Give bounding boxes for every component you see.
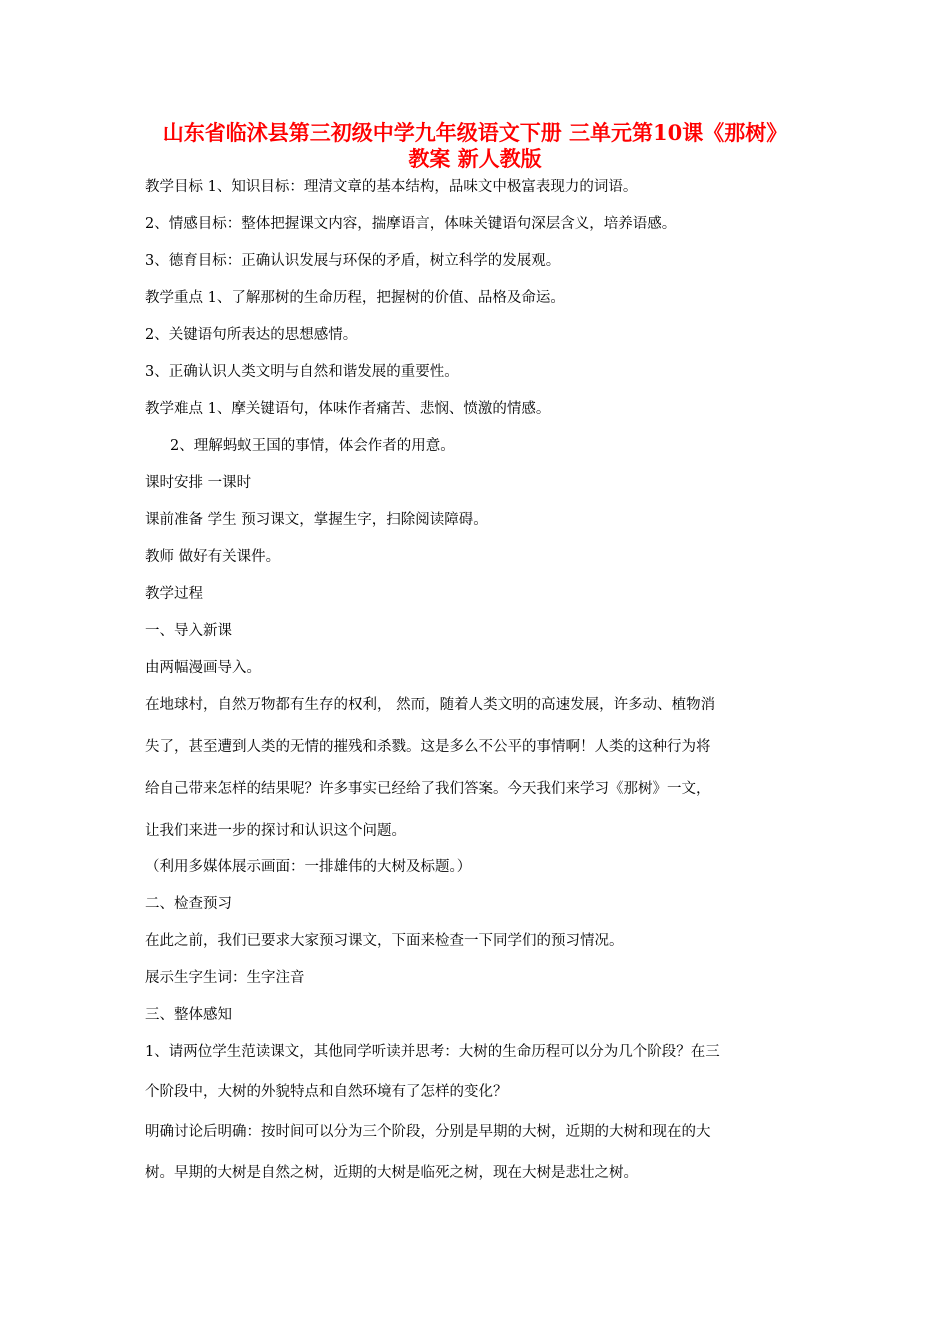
paragraph-line: 由两幅漫画导入。 [145, 660, 261, 676]
paragraph-line: 教学目标 1、知识目标：理清文章的基本结构，品味文中极富表现力的词语。 [145, 179, 638, 195]
title-line-2: 教案 新人教版 [408, 146, 542, 171]
paragraph-line: 3、正确认识人类文明与自然和谐发展的重要性。 [145, 364, 459, 380]
section-heading: 教学过程 [145, 586, 203, 602]
document-title [120, 120, 830, 172]
paragraph-line: 让我们来进一步的探讨和认识这个问题。 [145, 823, 406, 839]
section-heading: 三、整体感知 [145, 1007, 232, 1023]
title-line-1: 山东省临沭县第三初级中学九年级语文下册 三单元第10课《那树》 [162, 120, 788, 145]
paragraph-line: 失了，甚至遭到人类的无情的摧残和杀戮。这是多么不公平的事情啊！人类的这种行为将 [145, 739, 711, 755]
paragraph-line: 1、请两位学生范读课文，其他同学听读并思考：大树的生命历程可以分为几个阶段？在三 [145, 1044, 720, 1060]
paragraph-line: 明确讨论后明确：按时间可以分为三个阶段，分别是早期的大树，近期的大树和现在的大 [145, 1124, 711, 1140]
paragraph-line: （利用多媒体展示画面：一排雄伟的大树及标题。） [145, 859, 472, 875]
paragraph-line: 教学难点 1、摩关键语句，体味作者痛苦、悲悯、愤激的情感。 [145, 401, 551, 417]
paragraph-line: 教学重点 1、了解那树的生命历程，把握树的价值、品格及命运。 [145, 290, 565, 306]
paragraph-line: 2、情感目标：整体把握课文内容，揣摩语言，体味关键语句深层含义，培养语感。 [145, 216, 677, 232]
paragraph-line: 课时安排 一课时 [145, 475, 252, 491]
paragraph-line: 3、德育目标：正确认识发展与环保的矛盾，树立科学的发展观。 [145, 253, 561, 269]
section-heading: 二、检查预习 [145, 896, 232, 912]
paragraph-line: 展示生字生词：生字注音 [145, 970, 305, 986]
paragraph-line: 个阶段中，大树的外貌特点和自然环境有了怎样的变化？ [145, 1084, 508, 1100]
paragraph-line: 给自己带来怎样的结果呢？许多事实已经给了我们答案。今天我们来学习《那树》一文， [145, 781, 711, 797]
paragraph-line: 教师 做好有关课件。 [145, 549, 281, 565]
paragraph-line: 2、关键语句所表达的思想感情。 [145, 327, 358, 343]
paragraph-line: 树。早期的大树是自然之树，近期的大树是临死之树，现在大树是悲壮之树。 [145, 1165, 638, 1181]
paragraph-line: 在地球村，自然万物都有生存的权利， 然而，随着人类文明的高速发展，许多动、植物消 [145, 697, 716, 713]
section-heading: 一、导入新课 [145, 623, 232, 639]
paragraph-line: 课前准备 学生 预习课文，掌握生字，扫除阅读障碍。 [145, 512, 488, 528]
paragraph-line: 在此之前，我们已要求大家预习课文，下面来检查一下同学们的预习情况。 [145, 933, 624, 949]
paragraph-line: 2、理解蚂蚁王国的事情，体会作者的用意。 [170, 438, 455, 454]
